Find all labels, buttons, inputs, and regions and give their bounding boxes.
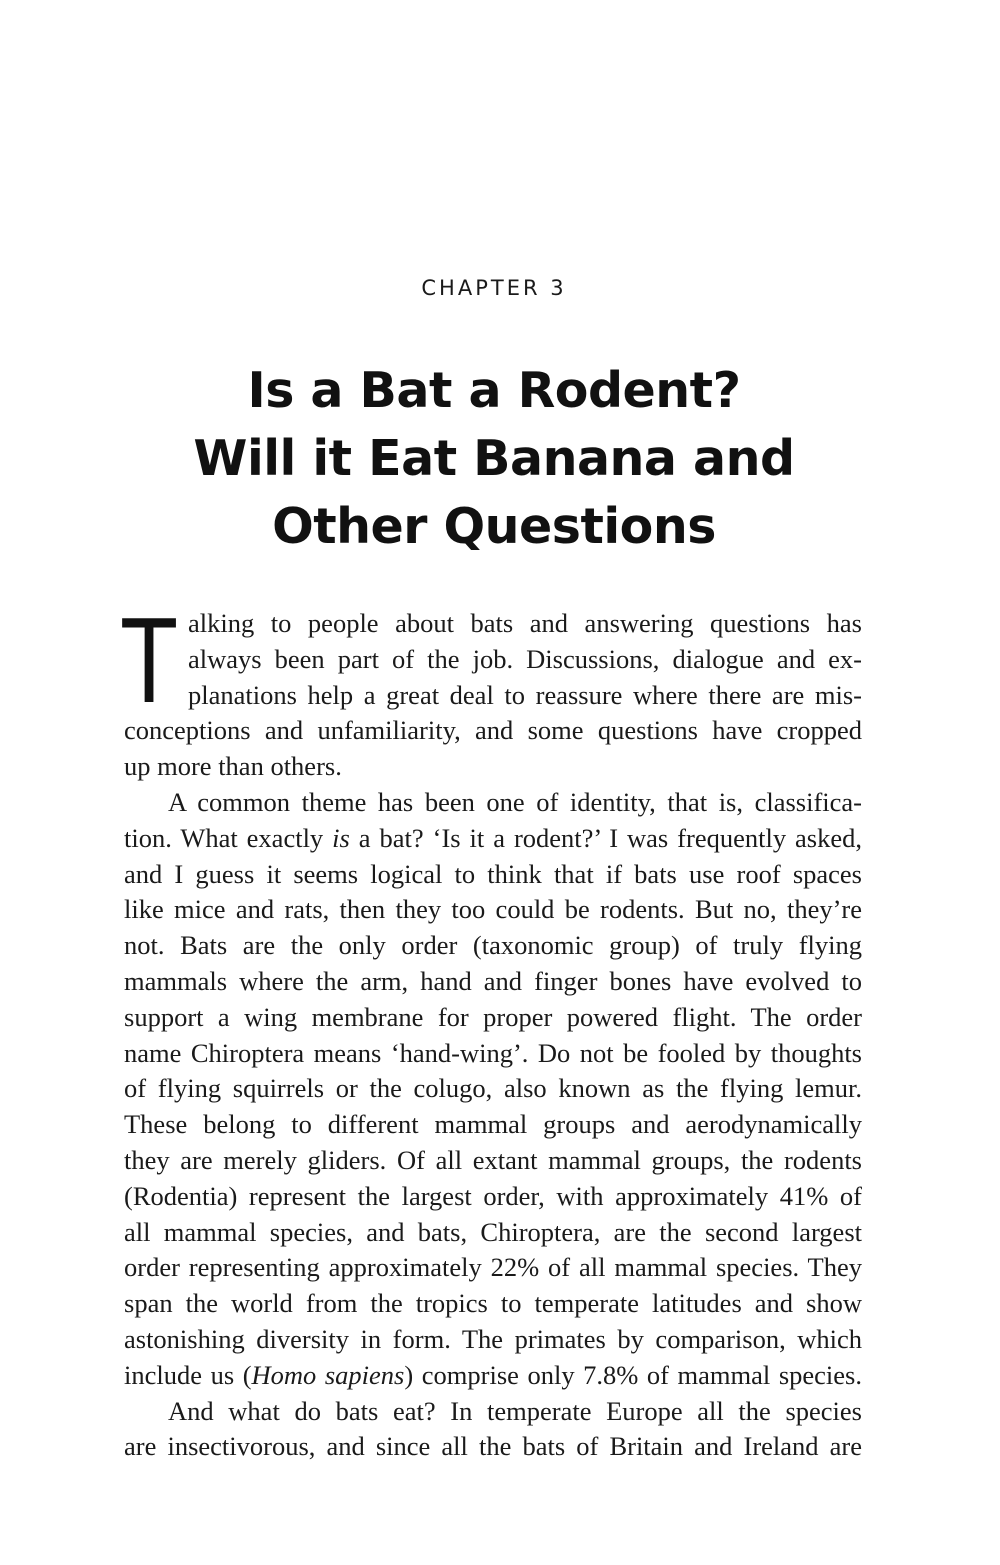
emphasis: Homo sapiens [251,1359,405,1390]
chapter-title-line-2: Will it Eat Banana and [193,430,795,487]
text-line: name Chiroptera means ‘hand-wing’. Do not be fooled by thoughts [124,1037,862,1068]
text-line: support a wing membrane for proper powered flight. The order [124,1001,862,1032]
drop-cap: T [120,592,179,728]
text-line: astonishing diversity in form. The primates by comparison, which [124,1323,862,1354]
text-line [124,1358,862,1394]
chapter-title-line-1: Is a Bat a Rodent? [247,362,741,419]
body-text [120,592,862,1465]
text-line [124,785,862,821]
text-segment: a bat? ‘Is it a rodent?’ I was frequently asked, [349,822,862,853]
text-line [124,821,862,857]
text-segment: tion. What exactly [124,822,333,853]
text-segment: ) comprise only 7.8% of mammal species. [404,1359,862,1390]
text-segment: And what do bats eat? In temperate Europe all the species [168,1395,862,1426]
text-line: always been part of the job. Discussions, dialogue and ex- [188,643,862,674]
text-line: they are merely gliders. Of all extant mammal groups, the rodents [124,1144,862,1175]
chapter-label: CHAPTER 3 [421,276,567,300]
text-line: These belong to different mammal groups and aerodynamically [124,1109,862,1140]
text-line: up more than others. [124,751,342,782]
text-line: order representing approximately 22% of all mammal species. They [124,1252,862,1283]
text-line: span the world from the tropics to temperate latitudes and show [124,1288,862,1319]
emphasis: is [332,822,350,853]
text-line: alking to people about bats and answering questions has [188,608,862,638]
text-segment: include us ( [124,1359,252,1390]
paragraph-1 [120,592,862,785]
text-line: all mammal species, and bats, Chiroptera, are the second largest [124,1216,862,1247]
text-segment: A common theme has been one of identity, that is, classifica- [168,786,862,817]
paragraph-2 [124,785,862,1394]
chapter-title-line-3: Other Questions [272,498,716,555]
text-line: planations help a great deal to reassure where there are mis- [188,679,862,710]
text-line: like mice and rats, then they too could be rodents. But no, they’re [124,894,862,925]
chapter-title [0,357,988,561]
text-line: and I guess it seems logical to think that if bats use roof spaces [124,858,862,889]
text-line: conceptions and unfamiliarity, and some questions have cropped [124,715,862,746]
text-line [124,1394,862,1430]
text-line: are insectivorous, and since all the bats of Britain and Ireland are [124,1431,862,1462]
text-line: mammals where the arm, hand and finger bones have evolved to [124,965,862,996]
text-line: (Rodentia) represent the largest order, with approximately 41% of [124,1180,862,1211]
text-line: not. Bats are the only order (taxonomic group) of truly flying [124,930,862,961]
text-line: of flying squirrels or the colugo, also known as the flying lemur. [124,1073,862,1104]
paragraph-3 [124,1394,862,1466]
